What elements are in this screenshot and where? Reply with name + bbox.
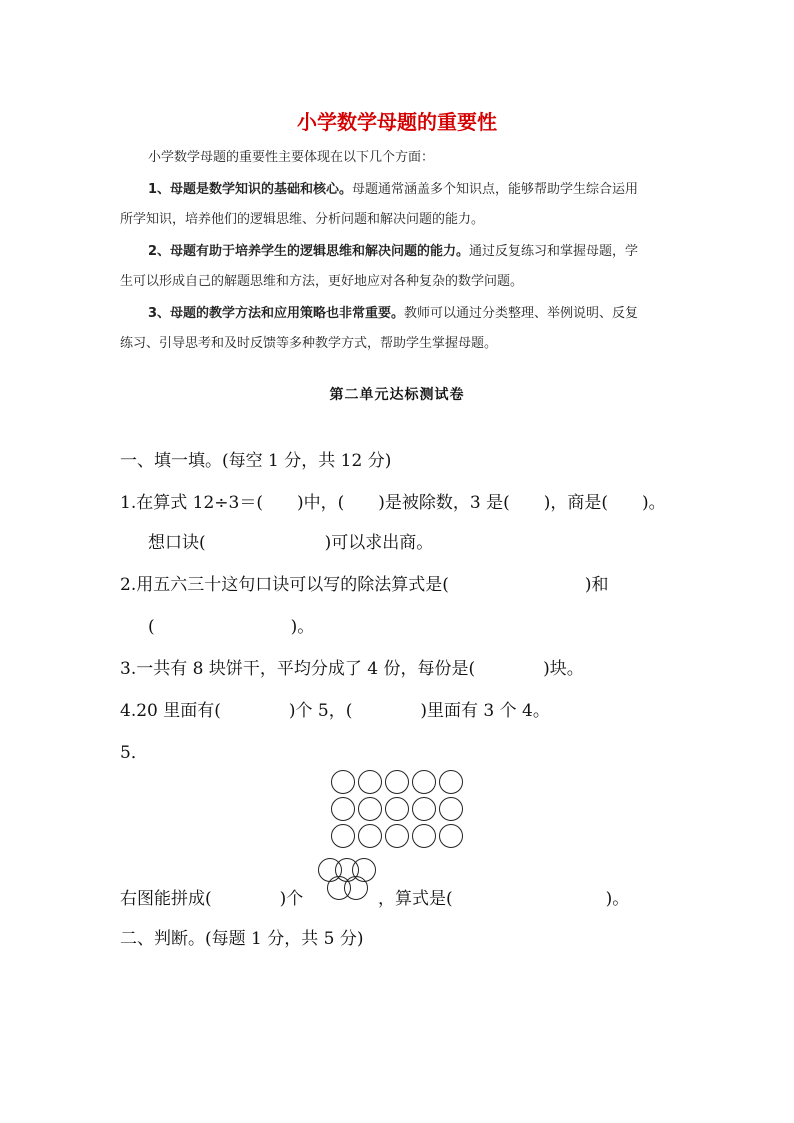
circle xyxy=(439,797,463,821)
point-2-rest: 通过反复练习和掌握母题，学 xyxy=(469,244,639,259)
point-3-line-2: 练习、引导思考和及时反馈等多种教学方式，帮助学生掌握母题。 xyxy=(120,336,498,351)
point-3-line-1 xyxy=(148,302,638,321)
point-2-bold: 2、母题有助于培养学生的逻辑思维和解决问题的能力。 xyxy=(148,244,470,259)
question-1-cont: 想口诀( )可以求出商。 xyxy=(148,533,434,553)
circle xyxy=(385,770,409,794)
point-2-line-1 xyxy=(148,240,638,259)
question-5-number: 5． xyxy=(120,743,148,763)
question-5-text-b: ，算式是( )。 xyxy=(378,889,630,909)
circle xyxy=(412,824,436,848)
section-2-heading: 二、判断。(每题 1 分，共 5 分) xyxy=(120,929,364,949)
circle xyxy=(412,797,436,821)
question-3: 3.一共有 8 块饼干，平均分成了 4 份，每份是( )块。 xyxy=(120,659,584,679)
point-1-line-1 xyxy=(148,178,638,197)
intro-text: 小学数学母题的重要性主要体现在以下几个方面： xyxy=(148,150,435,165)
question-1: 1.在算式 12÷3＝( )中，( )是被除数，3 是( )，商是( )。 xyxy=(120,493,666,513)
question-2: 2.用五六三十这句口诀可以写的除法算式是( )和 xyxy=(120,575,609,595)
point-1-line-2: 所学知识，培养他们的逻辑思维、分析问题和解决问题的能力。 xyxy=(120,212,485,227)
ring xyxy=(344,876,368,900)
question-2-cont: ( )。 xyxy=(148,617,315,637)
question-4: 4.20 里面有( )个 5，( )里面有 3 个 4。 xyxy=(120,701,550,721)
circle xyxy=(439,770,463,794)
circle xyxy=(412,770,436,794)
circle xyxy=(358,824,382,848)
point-1-bold: 1、母题是数学知识的基础和核心。 xyxy=(148,182,353,197)
circle xyxy=(439,824,463,848)
circle xyxy=(331,824,355,848)
unit-title: 第二单元达标测试卷 xyxy=(329,387,465,403)
section-1-heading: 一、填一填。(每空 1 分，共 12 分) xyxy=(120,451,392,471)
circle xyxy=(385,797,409,821)
point-3-bold: 3、母题的教学方法和应用策略也非常重要。 xyxy=(148,306,405,321)
circle xyxy=(358,797,382,821)
page-title: 小学数学母题的重要性 xyxy=(297,110,497,134)
question-5-text-a: 右图能拼成( )个 xyxy=(120,889,304,909)
circle xyxy=(331,770,355,794)
point-3-rest: 教师可以通过分类整理、举例说明、反复 xyxy=(404,306,639,321)
circle xyxy=(331,797,355,821)
circle xyxy=(358,770,382,794)
circle xyxy=(385,824,409,848)
point-2-line-2: 生可以形成自己的解题思维和方法，更好地应对各种复杂的数学问题。 xyxy=(120,274,524,289)
point-1-rest: 母题通常涵盖多个知识点，能够帮助学生综合运用 xyxy=(352,182,639,197)
